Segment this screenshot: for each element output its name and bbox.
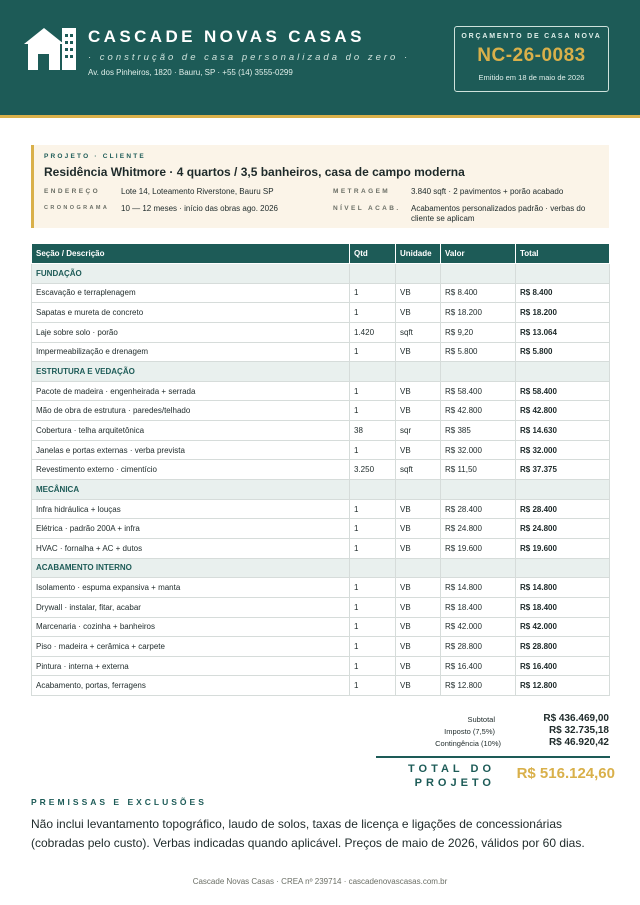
cell-total: R$ 28.400 bbox=[516, 499, 610, 519]
cell-total: R$ 28.800 bbox=[516, 637, 610, 657]
column-header-qty: Qtd bbox=[350, 244, 396, 264]
cell-unit: VB bbox=[396, 578, 441, 598]
section-empty-cell bbox=[441, 264, 516, 284]
table-row bbox=[32, 460, 610, 480]
cell-unit: VB bbox=[396, 676, 441, 696]
tax-label: Imposto (7,5%) bbox=[444, 727, 495, 736]
house-logo-icon bbox=[22, 24, 78, 70]
cell-total: R$ 24.800 bbox=[516, 519, 610, 539]
section-empty-cell bbox=[441, 480, 516, 500]
table-row bbox=[32, 440, 610, 460]
header-banner bbox=[0, 0, 640, 118]
cell-qty: 1 bbox=[350, 499, 396, 519]
column-header-description: Seção / Descrição bbox=[32, 244, 350, 264]
area-label: METRAGEM bbox=[333, 188, 391, 195]
contingency-label: Contingência (10%) bbox=[435, 739, 501, 748]
cell-unit: VB bbox=[396, 538, 441, 558]
cell-qty: 1 bbox=[350, 342, 396, 362]
cell-total: R$ 13.064 bbox=[516, 322, 610, 342]
cell-rate: R$ 16.400 bbox=[441, 656, 516, 676]
cell-unit: VB bbox=[396, 381, 441, 401]
section-empty-cell bbox=[350, 558, 396, 578]
cell-description: Escavação e terraplenagem bbox=[32, 283, 350, 303]
cell-total: R$ 8.400 bbox=[516, 283, 610, 303]
section-empty-cell bbox=[516, 362, 610, 382]
tax-value: R$ 32.735,18 bbox=[548, 725, 609, 736]
cell-unit: VB bbox=[396, 637, 441, 657]
terms-title: PREMISSAS E EXCLUSÕES bbox=[31, 797, 207, 807]
cell-unit: sqft bbox=[396, 322, 441, 342]
section-label: MECÂNICA bbox=[32, 480, 350, 500]
cell-description: Janelas e portas externas · verba prevista bbox=[32, 440, 350, 460]
section-empty-cell bbox=[396, 362, 441, 382]
cell-rate: R$ 12.800 bbox=[441, 676, 516, 696]
cell-total: R$ 18.200 bbox=[516, 303, 610, 323]
address-label: ENDEREÇO bbox=[44, 188, 101, 195]
finish-value: Acabamentos personalizados padrão · verbas do cliente se aplicam bbox=[411, 204, 586, 223]
cell-total: R$ 16.400 bbox=[516, 656, 610, 676]
cell-unit: VB bbox=[396, 303, 441, 323]
cell-description: Acabamento, portas, ferragens bbox=[32, 676, 350, 696]
cell-rate: R$ 19.600 bbox=[441, 538, 516, 558]
cell-unit: VB bbox=[396, 440, 441, 460]
cell-rate: R$ 14.800 bbox=[441, 578, 516, 598]
cell-rate: R$ 385 bbox=[441, 421, 516, 441]
table-row bbox=[32, 401, 610, 421]
project-title: Residência Whitmore · 4 quartos / 3,5 banheiros, casa de campo moderna bbox=[44, 165, 465, 179]
table-row bbox=[32, 421, 610, 441]
cell-qty: 1 bbox=[350, 617, 396, 637]
cell-unit: VB bbox=[396, 656, 441, 676]
cell-rate: R$ 28.800 bbox=[441, 637, 516, 657]
cell-description: Cobertura · telha arquitetônica bbox=[32, 421, 350, 441]
cell-qty: 1 bbox=[350, 637, 396, 657]
cell-description: Elétrica · padrão 200A + infra bbox=[32, 519, 350, 539]
page-footer: Cascade Novas Casas · CREA nº 239714 · cascadenovascasas.com.br bbox=[192, 877, 448, 886]
table-row bbox=[32, 676, 610, 696]
column-header-unit: Unidade bbox=[396, 244, 441, 264]
estimate-table bbox=[31, 243, 610, 696]
cell-total: R$ 58.400 bbox=[516, 381, 610, 401]
cell-description: Impermeabilização e drenagem bbox=[32, 342, 350, 362]
cell-rate: R$ 32.000 bbox=[441, 440, 516, 460]
section-empty-cell bbox=[396, 480, 441, 500]
section-empty-cell bbox=[396, 558, 441, 578]
table-body bbox=[32, 264, 610, 696]
table-row bbox=[32, 597, 610, 617]
section-label: ESTRUTURA E VEDAÇÃO bbox=[32, 362, 350, 382]
cell-rate: R$ 18.200 bbox=[441, 303, 516, 323]
cell-rate: R$ 28.400 bbox=[441, 499, 516, 519]
cell-qty: 1 bbox=[350, 519, 396, 539]
table-header-row bbox=[32, 244, 610, 264]
grand-total-value: R$ 516.124,60 bbox=[516, 765, 615, 782]
schedule-label: CRONOGRAMA bbox=[44, 205, 110, 211]
cell-rate: R$ 42.800 bbox=[441, 401, 516, 421]
table-row bbox=[32, 617, 610, 637]
section-label: FUNDAÇÃO bbox=[32, 264, 350, 284]
table-row bbox=[32, 538, 610, 558]
table-row bbox=[32, 656, 610, 676]
cell-unit: sqr bbox=[396, 421, 441, 441]
cell-rate: R$ 58.400 bbox=[441, 381, 516, 401]
section-row bbox=[32, 480, 610, 500]
section-row bbox=[32, 362, 610, 382]
contingency-value: R$ 46.920,42 bbox=[548, 737, 609, 748]
cell-qty: 1 bbox=[350, 283, 396, 303]
cell-qty: 1.420 bbox=[350, 322, 396, 342]
table-row bbox=[32, 519, 610, 539]
cell-rate: R$ 42.000 bbox=[441, 617, 516, 637]
cell-total: R$ 37.375 bbox=[516, 460, 610, 480]
table-row bbox=[32, 578, 610, 598]
table-row bbox=[32, 637, 610, 657]
company-tagline: · construção de casa personalizada do zero · bbox=[88, 52, 411, 63]
cell-description: Pintura · interna + externa bbox=[32, 656, 350, 676]
area-value: 3.840 sqft · 2 pavimentos + porão acabado bbox=[411, 187, 564, 196]
company-name: CASCADE NOVAS CASAS bbox=[88, 27, 365, 46]
cell-unit: VB bbox=[396, 519, 441, 539]
cell-rate: R$ 8.400 bbox=[441, 283, 516, 303]
cell-total: R$ 19.600 bbox=[516, 538, 610, 558]
section-empty-cell bbox=[516, 558, 610, 578]
column-header-total: Total bbox=[516, 244, 610, 264]
cell-total: R$ 14.630 bbox=[516, 421, 610, 441]
schedule-value: 10 — 12 meses · início das obras ago. 2026 bbox=[121, 204, 278, 213]
cell-unit: VB bbox=[396, 499, 441, 519]
cell-description: Pacote de madeira · engenheirada + serrada bbox=[32, 381, 350, 401]
table-row bbox=[32, 283, 610, 303]
quote-date: Emitido em 18 de maio de 2026 bbox=[478, 73, 585, 82]
cell-qty: 1 bbox=[350, 381, 396, 401]
cell-description: Piso · madeira + cerâmica + carpete bbox=[32, 637, 350, 657]
cell-description: Marcenaria · cozinha + banheiros bbox=[32, 617, 350, 637]
cell-qty: 1 bbox=[350, 303, 396, 323]
quote-number: NC-26-0083 bbox=[477, 45, 586, 66]
section-empty-cell bbox=[441, 362, 516, 382]
terms-text: Não inclui levantamento topográfico, laudo de solos, taxas de licença e ligações de concessionárias (cobradas pelo custo). Verbas indicadas quando aplicável. Preços de maio de 2026, válidos por 60 dias. bbox=[31, 817, 585, 850]
cell-rate: R$ 9,20 bbox=[441, 322, 516, 342]
table-row bbox=[32, 303, 610, 323]
cell-rate: R$ 24.800 bbox=[441, 519, 516, 539]
cell-description: Laje sobre solo · porão bbox=[32, 322, 350, 342]
totals-divider bbox=[376, 756, 610, 758]
table-row bbox=[32, 342, 610, 362]
column-header-rate: Valor bbox=[441, 244, 516, 264]
cell-rate: R$ 5.800 bbox=[441, 342, 516, 362]
table-row bbox=[32, 322, 610, 342]
cell-total: R$ 42.000 bbox=[516, 617, 610, 637]
address-value: Lote 14, Loteamento Riverstone, Bauru SP bbox=[121, 187, 274, 196]
cell-total: R$ 5.800 bbox=[516, 342, 610, 362]
table-row bbox=[32, 381, 610, 401]
cell-description: Isolamento · espuma expansiva + manta bbox=[32, 578, 350, 598]
cell-description: Infra hidráulica + louças bbox=[32, 499, 350, 519]
cell-description: Drywall · instalar, fitar, acabar bbox=[32, 597, 350, 617]
quote-id-box bbox=[454, 26, 609, 92]
cell-total: R$ 42.800 bbox=[516, 401, 610, 421]
cell-unit: VB bbox=[396, 283, 441, 303]
cell-rate: R$ 11,50 bbox=[441, 460, 516, 480]
grand-total-label: TOTAL DO PROJETO bbox=[408, 763, 495, 789]
section-empty-cell bbox=[350, 480, 396, 500]
cell-description: Mão de obra de estrutura · paredes/telhado bbox=[32, 401, 350, 421]
cell-unit: VB bbox=[396, 597, 441, 617]
section-empty-cell bbox=[396, 264, 441, 284]
cell-total: R$ 32.000 bbox=[516, 440, 610, 460]
cell-unit: VB bbox=[396, 342, 441, 362]
cell-qty: 1 bbox=[350, 597, 396, 617]
section-empty-cell bbox=[516, 264, 610, 284]
cell-description: Sapatas e mureta de concreto bbox=[32, 303, 350, 323]
cell-description: Revestimento externo · cimentício bbox=[32, 460, 350, 480]
cell-qty: 1 bbox=[350, 578, 396, 598]
table-row bbox=[32, 499, 610, 519]
cell-description: HVAC · fornalha + AC + dutos bbox=[32, 538, 350, 558]
cell-total: R$ 14.800 bbox=[516, 578, 610, 598]
section-empty-cell bbox=[441, 558, 516, 578]
cell-qty: 1 bbox=[350, 538, 396, 558]
finish-label: NÍVEL ACAB. bbox=[333, 205, 401, 212]
section-empty-cell bbox=[350, 264, 396, 284]
cell-total: R$ 18.400 bbox=[516, 597, 610, 617]
cell-rate: R$ 18.400 bbox=[441, 597, 516, 617]
cell-qty: 1 bbox=[350, 656, 396, 676]
cell-qty: 1 bbox=[350, 401, 396, 421]
section-row bbox=[32, 264, 610, 284]
subtotal-value: R$ 436.469,00 bbox=[543, 713, 609, 724]
cell-total: R$ 12.800 bbox=[516, 676, 610, 696]
section-empty-cell bbox=[516, 480, 610, 500]
subtotal-label: Subtotal bbox=[467, 715, 495, 724]
project-panel bbox=[31, 145, 609, 228]
cell-unit: VB bbox=[396, 401, 441, 421]
section-label: ACABAMENTO INTERNO bbox=[32, 558, 350, 578]
cell-qty: 1 bbox=[350, 440, 396, 460]
cell-qty: 1 bbox=[350, 676, 396, 696]
section-empty-cell bbox=[350, 362, 396, 382]
cell-unit: sqft bbox=[396, 460, 441, 480]
cell-unit: VB bbox=[396, 617, 441, 637]
cell-qty: 3.250 bbox=[350, 460, 396, 480]
cell-qty: 38 bbox=[350, 421, 396, 441]
project-kicker: PROJETO · CLIENTE bbox=[44, 153, 146, 160]
company-contact: Av. dos Pinheiros, 1820 · Bauru, SP · +55 (14) 3555-0299 bbox=[88, 68, 293, 77]
quote-title: ORÇAMENTO DE CASA NOVA bbox=[461, 33, 602, 40]
section-row bbox=[32, 558, 610, 578]
